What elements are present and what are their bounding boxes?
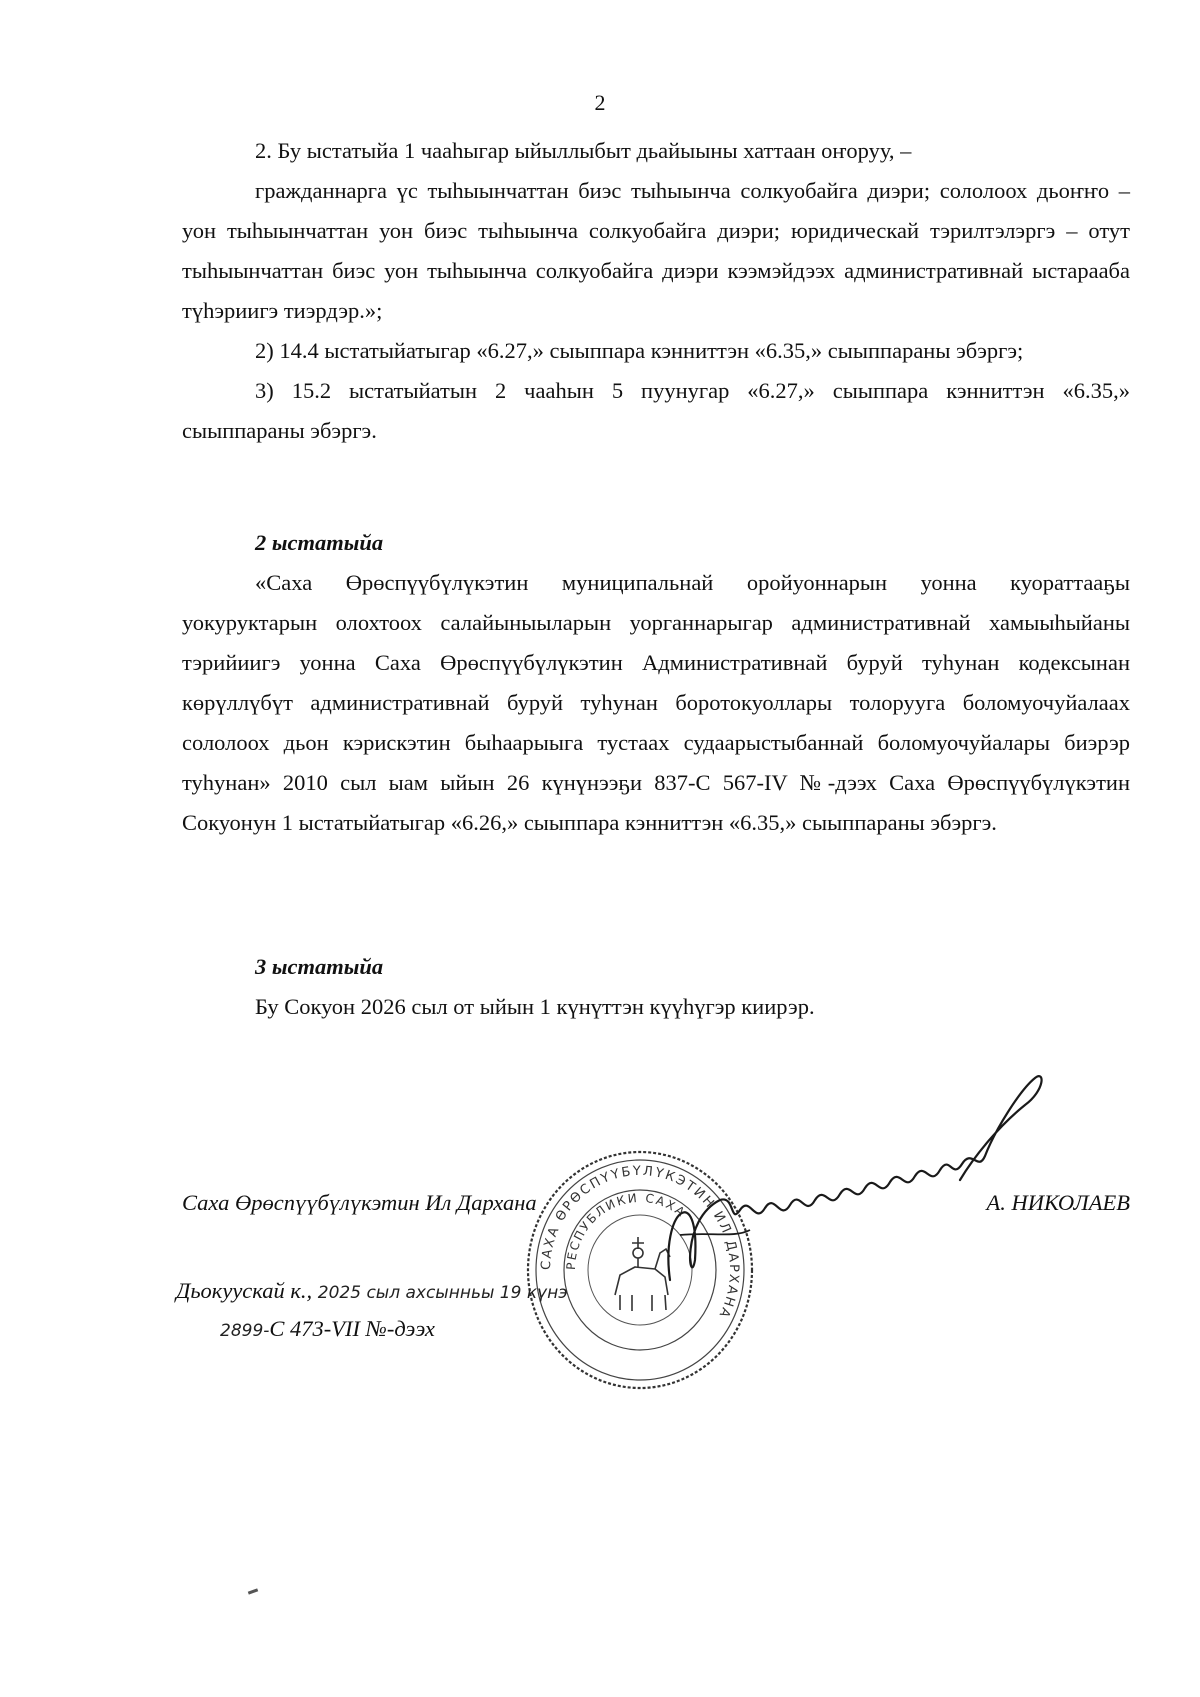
scan-artifact	[248, 1588, 258, 1594]
paragraph-fines: гражданнарга үс тыһыынчаттан биэс тыһыынча солкуобайга диэри; сололоох дьоҥҥо – уон тыһыынчаттан уон биэс тыһыынча солкуобайга диэри; юридическай тэрилтэлэргэ – отут тыһыынчаттан биэс уон тыһыынча солкуобайга диэри кээмэйдээх административнай ыстарааба түһэриигэ тиэрдэр.»;	[182, 178, 1130, 323]
article1-continuation	[182, 131, 1130, 451]
signatory-name: А. НИКОЛАЕВ	[986, 1190, 1130, 1215]
article2-text: «Саха Өрөспүүбүлүкэтин муниципальнай оройуоннарын уонна куораттааҕы уокуруктарын олохтоох салайыныыларын уорганнарыгар административнай хамыыһыйаны тэрийиигэ уонна Саха Өрөспүүбүлүкэтин Административнай буруй туһунан кодексынан көрүллүбүт административнай буруй туһунан боротокуоллары толоруугa боломуочуйалаах сололоох дьон кэрискэтин быһаарыыга тустаах судаарыстыбаннай боломуочуйалары биэрэр туһунан» 2010 сыл ыам ыйын 26 күнүнээҕи 837-С 567-IV №-дээх Саха Өрөспүүбүлүкэтин Сокуонун 1 ыстатыйатыгар «6.26,» сыыппара кэнниттэн «6.35,» сыыппараны эбэргэ.	[182, 570, 1130, 835]
article2	[182, 523, 1130, 843]
handwritten-date: 2025 сыл ахсынньы 19 күнэ	[317, 1283, 568, 1303]
handwritten-law-number: 2899-	[220, 1321, 270, 1341]
law-number-printed: С 473-VII №-дээх	[269, 1316, 435, 1341]
seal-outer-text: САХА ӨРӨСПҮҮБҮЛҮКЭТИН ИЛ ДАРХАНА	[538, 1163, 742, 1322]
seal-inner-text: РЕСПУБЛИКИ САХА	[563, 1190, 689, 1271]
law-number-line	[220, 1316, 435, 1342]
signatory-title: Саха Өрөспүүбүлүкэтин Ил Дархана	[182, 1190, 537, 1215]
city-date-line	[176, 1278, 568, 1304]
article3-heading: 3 ыстатыйа	[255, 954, 384, 979]
paragraph-item3: 3) 15.2 ыстатыйатын 2 чааһын 5 пуунугар «6.27,» сыыппара кэнниттэн «6.35,» сыыппараны эбэргэ.	[182, 378, 1130, 443]
page-number: 2	[594, 90, 606, 115]
article3-text: Бу Сокуон 2026 сыл от ыйын 1 күнүттэн күүһүгэр киирэр.	[255, 994, 815, 1019]
handwritten-signature	[640, 1060, 1060, 1290]
paragraph-point2: 2. Бу ыстатыйа 1 чааһыгар ыйыллыбыт дьайыыны хаттаан оҥоруу, –	[255, 138, 912, 163]
paragraph-item2: 2) 14.4 ыстатыйатыгар «6.27,» сыыппара кэнниттэн «6.35,» сыыппараны эбэргэ;	[255, 338, 1024, 363]
city-prefix: Дьокуускай к.,	[176, 1278, 313, 1303]
article3	[182, 947, 1130, 1027]
article2-heading: 2 ыстатыйа	[255, 530, 384, 555]
